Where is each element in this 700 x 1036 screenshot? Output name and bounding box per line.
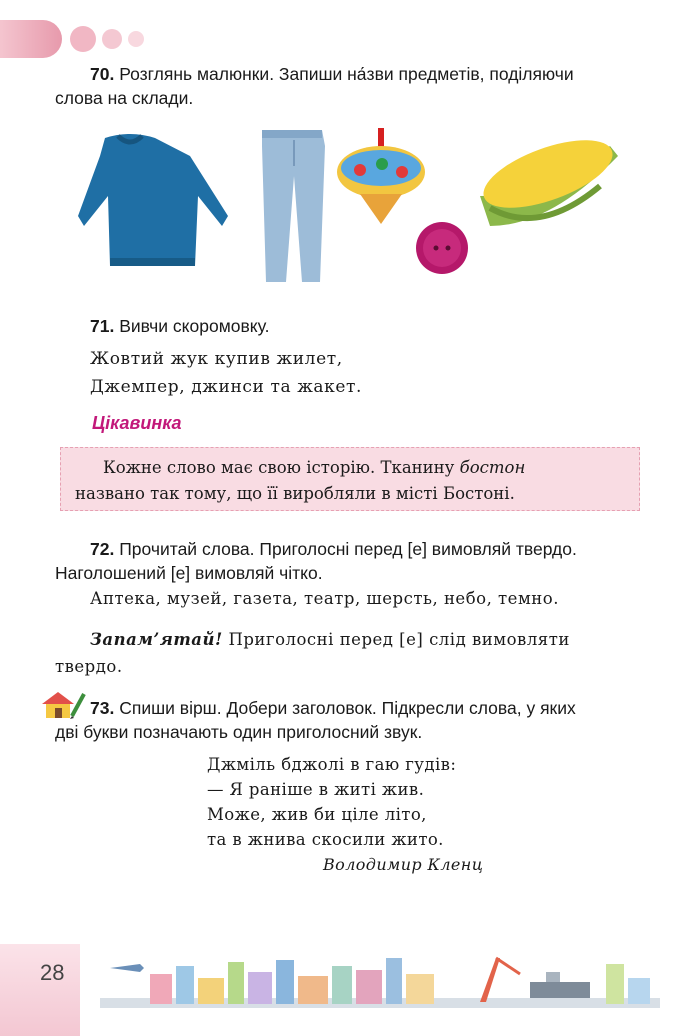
fact-text-continued: названо так тому, що її виробляли в місті Бостоні. [75, 484, 515, 503]
task-number: 72. [90, 539, 115, 559]
corn-picture [475, 126, 621, 226]
fact-term: бостон [459, 458, 526, 477]
poem-line: — Я раніше в житі жив. [207, 780, 425, 799]
task-text: Прочитай слова. Приголосні перед [е] вимовляй твердо. [119, 539, 577, 559]
page-corner-decoration [0, 944, 80, 1036]
task-number: 70. [90, 64, 115, 84]
task-number: 73. [90, 698, 115, 718]
jeans-picture [262, 130, 325, 282]
task-71 [55, 314, 645, 338]
poem-author: Володимир Кленц [323, 855, 484, 874]
tongue-twister-line: Джемпер, джинси та жакет. [90, 377, 363, 397]
task-text: Спиши вірш. Добери заголовок. Підкресли слова, у яких [119, 698, 576, 718]
remember-label: Запам’ятай! [90, 630, 223, 649]
fact-text: Кожне слово має свою історію. Тканину [103, 458, 460, 477]
button-picture [416, 222, 468, 274]
task-text-continued: дві букви позначають один приголосний звук. [55, 722, 423, 742]
page-number: 28 [40, 960, 65, 985]
task-number: 71. [90, 316, 115, 336]
remember-note [55, 626, 645, 680]
task-73 [55, 696, 645, 744]
task-text-continued: слова на склади. [55, 88, 194, 108]
task-text: Розглянь малюнки. Запиши на́зви предметів, поділяючи [119, 64, 574, 84]
poem-line: та в жнива скосили жито. [207, 830, 444, 849]
fact-title: Цікавинка [92, 413, 182, 433]
task-text: Вивчи скоромовку. [119, 316, 270, 336]
tongue-twister [90, 345, 362, 401]
task-70 [55, 62, 645, 110]
spinning-top-picture [337, 128, 425, 224]
poem-line: Може, жив би ціле літо, [207, 805, 427, 824]
city-illustration [100, 952, 660, 1008]
remember-text-continued: твердо. [55, 657, 123, 676]
sweater-picture [78, 134, 228, 266]
word-list: Аптека, музей, газета, театр, шерсть, небо, темно. [90, 589, 559, 608]
tongue-twister-line: Жовтий жук купив жилет, [90, 349, 343, 369]
poem [207, 752, 456, 852]
task-72 [55, 537, 645, 585]
pictures-row [70, 126, 634, 286]
remember-text: Приголосні перед [е] слід вимовляти [228, 630, 570, 649]
task-text-continued: Наголошений [е] вимовляй чітко. [55, 563, 323, 583]
fact-box [60, 447, 640, 511]
poem-line: Джміль бджолі в гаю гудів: [207, 755, 457, 774]
